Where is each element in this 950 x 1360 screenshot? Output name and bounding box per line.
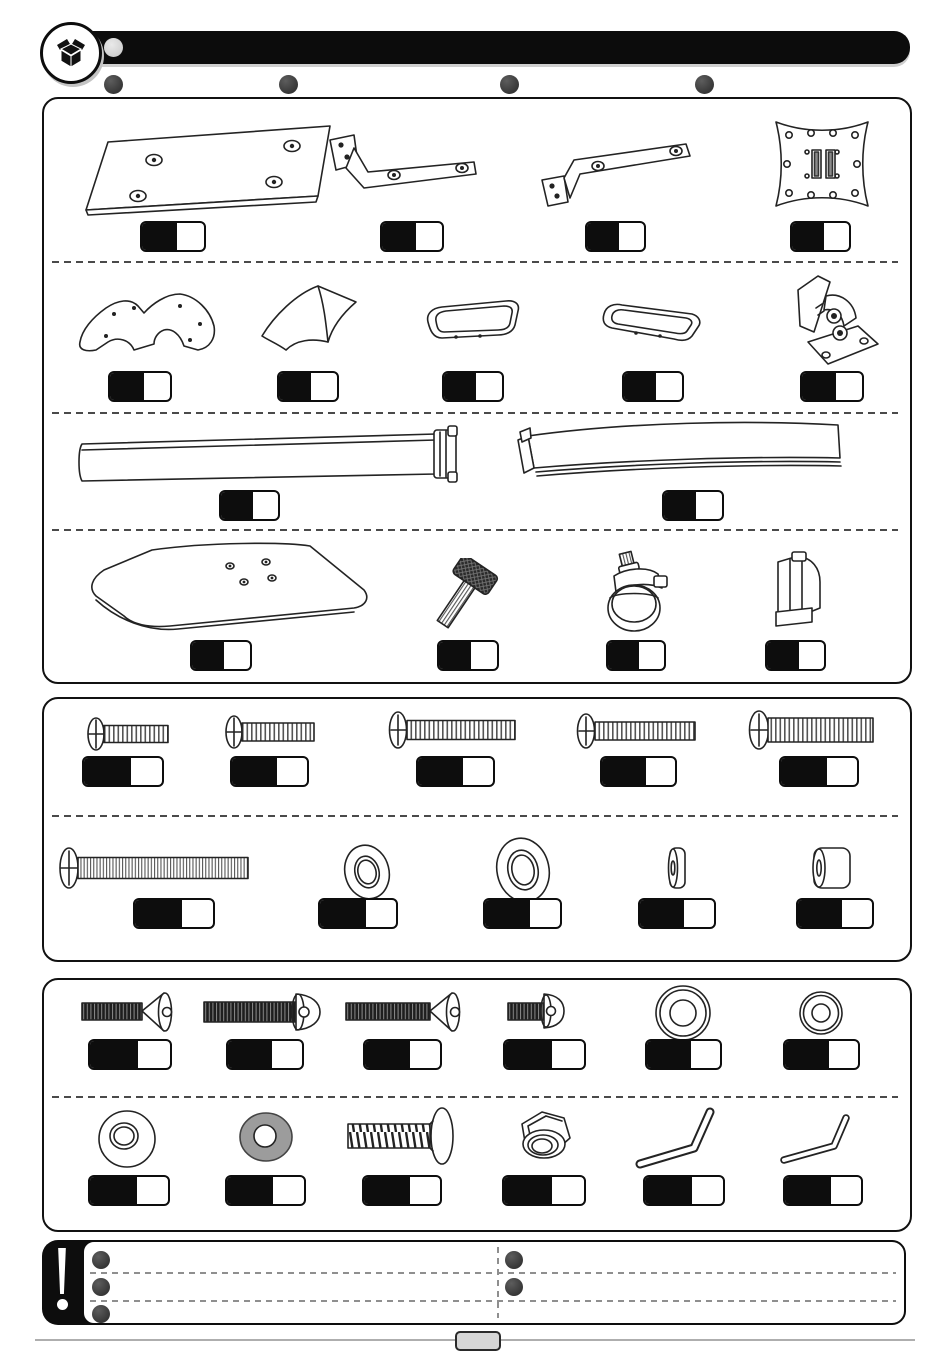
- header-bar: [76, 31, 910, 64]
- part-label-badge: [190, 640, 252, 671]
- part-label-badge: [226, 1039, 304, 1070]
- hex-key-small-icon: [776, 1106, 862, 1172]
- curved-cover-plate-icon: [252, 280, 374, 362]
- note-bullet-3: [500, 75, 519, 94]
- button-head-screw-short-icon: [502, 988, 582, 1034]
- countersunk-screw-long-icon: [340, 986, 476, 1038]
- washer-small-icon: [336, 840, 398, 904]
- part-label-badge: [783, 1175, 863, 1206]
- part-label-badge: [643, 1175, 725, 1206]
- part-label-badge: [219, 490, 280, 521]
- washer-large-icon: [488, 834, 558, 906]
- caster-wheel-icon: [596, 550, 674, 634]
- lock-nut-icon: [506, 1104, 576, 1170]
- warning-panel: [42, 1240, 906, 1325]
- part-label-badge: [88, 1175, 170, 1206]
- pan-head-screw-medium-icon: [224, 710, 320, 754]
- page-number-tab: [455, 1331, 501, 1351]
- part-label-badge: [437, 640, 499, 671]
- part-label-badge: [779, 756, 859, 787]
- row-divider: [52, 261, 898, 263]
- pan-head-screw-long-icon: [388, 706, 520, 754]
- part-label-badge: [442, 371, 504, 402]
- part-label-badge: [230, 756, 309, 787]
- countersunk-screw-short-icon: [76, 986, 188, 1038]
- warning-column-divider: [497, 1247, 499, 1318]
- part-label-badge: [585, 221, 646, 252]
- part-label-badge: [765, 640, 826, 671]
- part-label-badge: [638, 898, 716, 929]
- warning-bullet-3: [92, 1305, 110, 1323]
- part-label-badge: [225, 1175, 306, 1206]
- warning-bullet-1: [92, 1251, 110, 1269]
- part-label-badge: [363, 1039, 442, 1070]
- warning-divider: [90, 1272, 896, 1274]
- part-label-badge: [662, 490, 724, 521]
- cable-tray-upper-icon: [422, 294, 522, 346]
- part-label-badge: [140, 221, 206, 252]
- part-label-badge: [783, 1039, 860, 1070]
- warning-bullet-4: [505, 1251, 523, 1269]
- support-bracket-right-icon: [536, 136, 694, 210]
- part-label-badge: [790, 221, 851, 252]
- column-mount-plate-icon: [72, 280, 224, 368]
- flat-washer-large-icon: [650, 982, 716, 1046]
- support-bracket-left-icon: [322, 132, 480, 204]
- part-label-badge: [318, 898, 398, 929]
- part-label-badge: [362, 1175, 442, 1206]
- hex-key-large-icon: [632, 1104, 724, 1176]
- unboxing-logo: [40, 22, 102, 84]
- pan-head-screw-short-icon: [86, 712, 174, 756]
- warning-divider: [90, 1300, 896, 1302]
- warning-notes-area: [82, 1240, 906, 1325]
- part-label-badge: [800, 371, 864, 402]
- part-label-badge: [133, 898, 215, 929]
- part-label-badge: [483, 898, 562, 929]
- row-divider: [52, 529, 898, 531]
- cable-tray-lower-icon: [596, 294, 702, 346]
- dome-head-bolt-icon: [342, 1106, 464, 1168]
- part-label-badge: [108, 371, 172, 402]
- note-bullet-2: [279, 75, 298, 94]
- part-label-badge: [82, 756, 164, 787]
- part-label-badge: [502, 1175, 586, 1206]
- note-bullet-1: [104, 75, 123, 94]
- fender-washer-icon: [94, 1108, 160, 1172]
- warning-bullet-2: [92, 1278, 110, 1296]
- part-label-badge: [606, 640, 666, 671]
- open-box-icon: [51, 33, 91, 73]
- part-label-badge: [600, 756, 677, 787]
- part-label-badge: [416, 756, 495, 787]
- machine-screw-extra-long-icon: [58, 842, 254, 894]
- part-label-badge: [645, 1039, 722, 1070]
- vesa-adapter-plate-icon: [763, 108, 881, 220]
- thumb-screw-icon: [436, 558, 500, 644]
- header-number-badge: [104, 38, 123, 57]
- part-label-badge: [796, 898, 874, 929]
- spacer-thin-icon: [664, 844, 692, 892]
- warning-bullet-5: [505, 1278, 523, 1296]
- exclamation-icon-dot: [57, 1299, 68, 1310]
- rubber-washer-icon: [236, 1110, 296, 1166]
- part-label-badge: [380, 221, 444, 252]
- column-tube-icon: [74, 424, 472, 498]
- flat-mounting-plate-icon: [78, 118, 350, 220]
- flat-washer-small-icon: [794, 986, 848, 1040]
- cover-extrusion-icon: [498, 418, 850, 490]
- note-bullet-4: [695, 75, 714, 94]
- spacer-thick-icon: [806, 844, 856, 892]
- pan-head-screw-thick-icon: [748, 704, 878, 756]
- tilt-hinge-bracket-icon: [782, 270, 882, 370]
- part-label-badge: [88, 1039, 172, 1070]
- row-divider: [52, 815, 898, 817]
- part-label-badge: [503, 1039, 586, 1070]
- exclamation-icon: [56, 1248, 68, 1294]
- pan-head-screw-xl-icon: [576, 708, 700, 754]
- row-divider: [52, 412, 898, 414]
- corner-foot-icon: [768, 550, 828, 632]
- part-label-badge: [277, 371, 339, 402]
- row-divider: [52, 1096, 898, 1098]
- part-label-badge: [622, 371, 684, 402]
- base-plate-icon: [58, 538, 376, 644]
- button-head-screw-long-icon: [198, 986, 336, 1038]
